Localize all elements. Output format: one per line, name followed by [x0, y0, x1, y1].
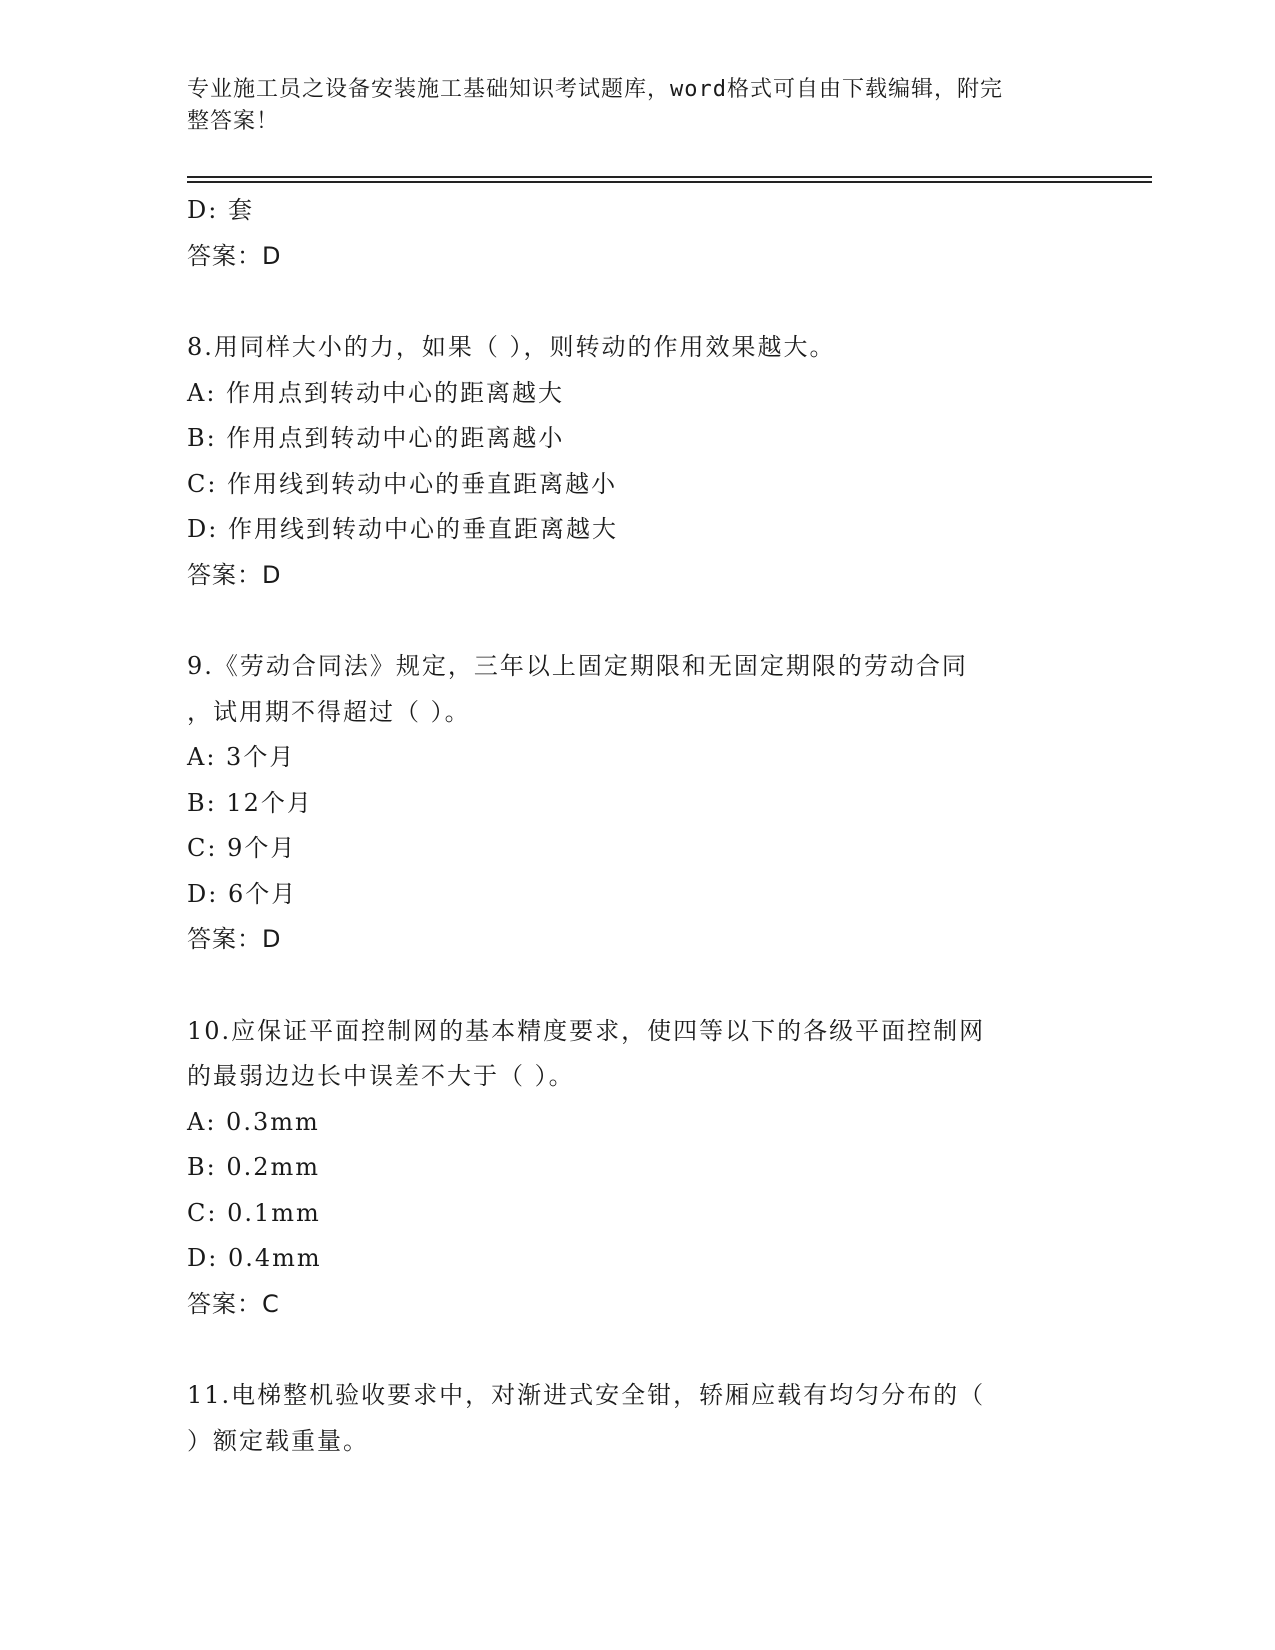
- answer-line: 答案：C: [187, 1289, 280, 1318]
- option-b: B: 作用点到转动中心的距离越小: [187, 424, 565, 452]
- question-stem-continued: ，试用期不得超过（ ）。: [187, 697, 471, 726]
- answer-line: 答案：D: [187, 560, 282, 589]
- question-11: [187, 1373, 1087, 1464]
- page-header: [187, 74, 1067, 138]
- option-b: B: 12个月: [187, 788, 313, 817]
- spacer: [187, 1327, 1087, 1373]
- answer-line: 答案：D: [187, 925, 282, 953]
- option-d: D: 6个月: [187, 879, 298, 908]
- option-c: C: 9个月: [187, 834, 297, 862]
- option-b: B: 0.2mm: [187, 1153, 321, 1181]
- previous-question-tail: [187, 188, 1087, 279]
- question-content: [187, 188, 1087, 1464]
- header-line-2: 整答案！: [187, 109, 280, 134]
- option-c: C: 作用线到转动中心的垂直距离越小: [187, 469, 618, 498]
- question-stem: 8.用同样大小的力，如果（ ），则转动的作用效果越大。: [187, 333, 836, 361]
- spacer: [187, 598, 1087, 644]
- question-stem: 9.《劳动合同法》规定，三年以上固定期限和无固定期限的劳动合同: [187, 652, 968, 680]
- option-d: D: 套: [187, 196, 254, 224]
- question-stem: 10.应保证平面控制网的基本精度要求，使四等以下的各级平面控制网: [187, 1016, 986, 1045]
- question-stem-continued: 的最弱边边长中误差不大于（ ）。: [187, 1062, 575, 1090]
- spacer: [187, 279, 1087, 325]
- option-a: A: 作用点到转动中心的距离越大: [187, 378, 565, 407]
- question-stem-continued: ）额定载重量。: [187, 1426, 369, 1455]
- question-stem: 11.电梯整机验收要求中，对渐进式安全钳，轿厢应载有均匀分布的（: [187, 1381, 986, 1409]
- question-8: [187, 325, 1087, 598]
- option-a: A: 0.3mm: [187, 1107, 320, 1136]
- header-line-1: 专业施工员之设备安装施工基础知识考试题库，word格式可自由下载编辑，附完: [187, 77, 1003, 102]
- option-c: C: 0.1mm: [187, 1198, 321, 1227]
- spacer: [187, 963, 1087, 1009]
- question-9: [187, 644, 1087, 963]
- question-10: [187, 1009, 1087, 1328]
- header-divider-top: [187, 176, 1152, 178]
- option-d: D: 作用线到转动中心的垂直距离越大: [187, 515, 618, 543]
- option-d: D: 0.4mm: [187, 1244, 322, 1272]
- answer-line: 答案：D: [187, 241, 282, 270]
- option-a: A: 3个月: [187, 743, 296, 771]
- header-divider-bottom: [187, 181, 1152, 183]
